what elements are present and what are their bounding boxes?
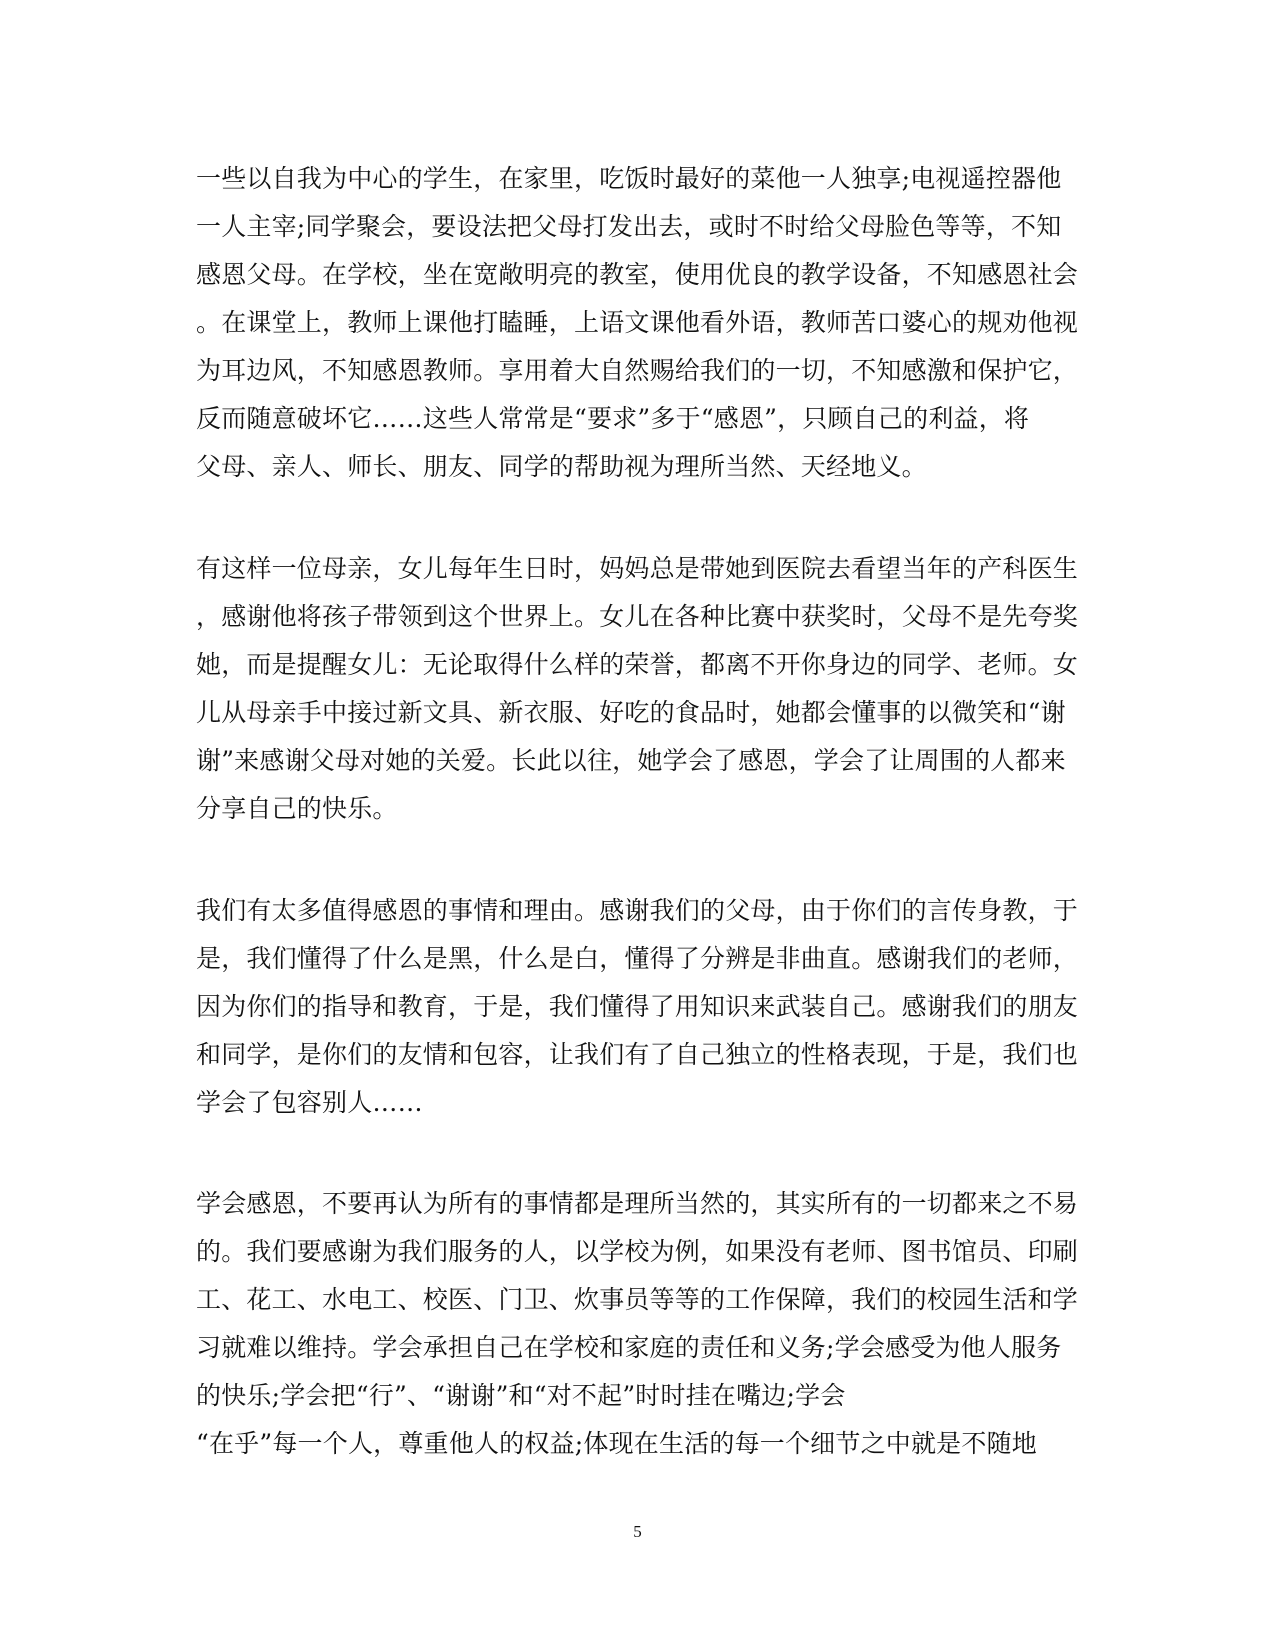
text-line: 。在课堂上，教师上课他打瞌睡，上语文课他看外语，教师苦口婆心的规劝他视 [196, 308, 1079, 337]
text-line: 她，而是提醒女儿：无论取得什么样的荣誉，都离不开你身边的同学、老师。女 [196, 650, 1079, 679]
text-line: 因为你们的指导和教育，于是，我们懂得了用知识来武装自己。感谢我们的朋友 [196, 992, 1079, 1021]
text-line: 父母、亲人、师长、朋友、同学的帮助视为理所当然、天经地义。 [196, 452, 927, 481]
text-line: 是，我们懂得了什么是黑，什么是白，懂得了分辨是非曲直。感谢我们的老师， [196, 944, 1079, 973]
text-line: 儿从母亲手中接过新文具、新衣服、好吃的食品时，她都会懂事的以微笑和“谢 [196, 698, 1066, 727]
text-line: 一人主宰;同学聚会，要设法把父母打发出去，或时不时给父母脸色等等，不知 [196, 212, 1062, 241]
text-line: 一些以自我为中心的学生，在家里，吃饭时最好的菜他一人独享;电视遥控器他 [196, 164, 1062, 193]
paragraph-learn-gratitude [196, 1180, 1079, 1468]
text-line: ，感谢他将孩子带领到这个世界上。女儿在各种比赛中获奖时，父母不是先夸奖 [196, 602, 1079, 631]
text-line: 分享自己的快乐。 [196, 794, 398, 823]
text-line: 学会了包容别人…… [196, 1088, 423, 1117]
paragraph-self-centered-students [196, 155, 1079, 491]
text-line: 感恩父母。在学校，坐在宽敞明亮的教室，使用优良的教学设备，不知感恩社会 [196, 260, 1079, 289]
paragraph-reasons-for-gratitude [196, 887, 1079, 1127]
paragraph-mother-story [196, 545, 1079, 833]
text-line: 工、花工、水电工、校医、门卫、炊事员等等的工作保障，我们的校园生活和学 [196, 1285, 1079, 1314]
text-line: 我们有太多值得感恩的事情和理由。感谢我们的父母，由于你们的言传身教，于 [196, 896, 1079, 925]
text-line: 谢”来感谢父母对她的关爱。长此以往，她学会了感恩，学会了让周围的人都来 [196, 746, 1066, 775]
text-line: 反而随意破坏它……这些人常常是“要求”多于“感恩”，只顾自己的利益，将 [196, 404, 1030, 433]
text-line: 习就难以维持。学会承担自己在学校和家庭的责任和义务;学会感受为他人服务 [196, 1333, 1062, 1362]
text-line: “在乎”每一个人，尊重他人的权益;体现在生活的每一个细节之中就是不随地 [196, 1429, 1037, 1458]
text-line: 有这样一位母亲，女儿每年生日时，妈妈总是带她到医院去看望当年的产科医生 [196, 554, 1079, 583]
text-line: 的。我们要感谢为我们服务的人，以学校为例，如果没有老师、图书馆员、印刷 [196, 1237, 1079, 1266]
page-number: 5 [633, 1522, 642, 1541]
text-line: 为耳边风，不知感恩教师。享用着大自然赐给我们的一切，不知感激和保护它， [196, 356, 1079, 385]
text-line: 的快乐;学会把“行”、“谢谢”和“对不起”时时挂在嘴边;学会 [196, 1381, 846, 1410]
text-line: 学会感恩，不要再认为所有的事情都是理所当然的，其实所有的一切都来之不易 [196, 1189, 1079, 1218]
text-line: 和同学，是你们的友情和包容，让我们有了自己独立的性格表现，于是，我们也 [196, 1040, 1079, 1069]
